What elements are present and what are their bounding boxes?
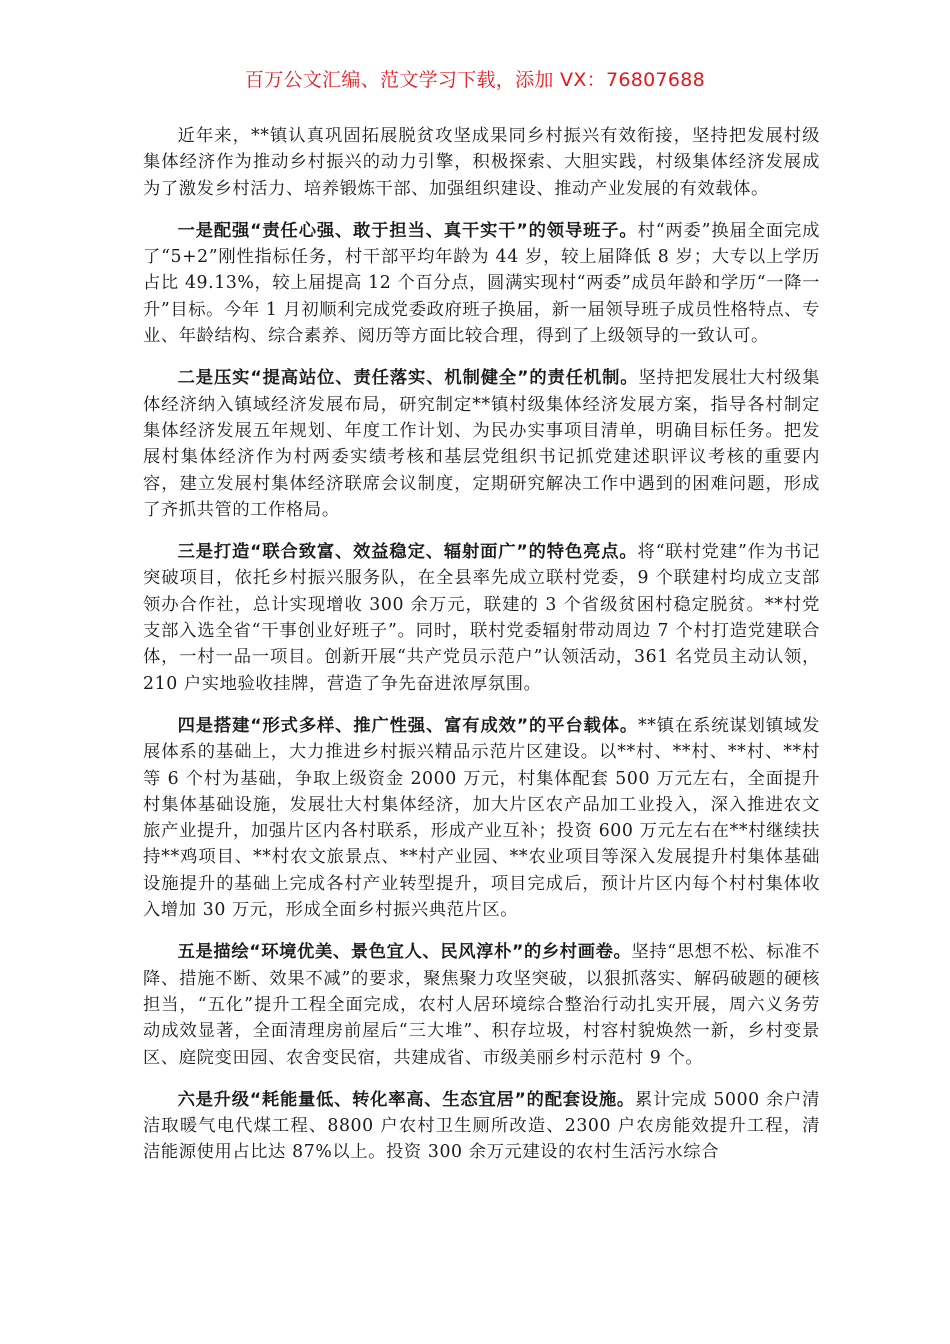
paragraph-text: 近年来，**镇认真巩固拓展脱贫攻坚成果同乡村振兴有效衔接，坚持把发展村级集体经济作为推动乡村振兴的动力引擎，积极探索、大胆实践，村级集体经济发展成为了激发乡村活力、培养锻炼干部、加强组织建设、推动产业发展的有效载体。: [143, 126, 820, 199]
paragraph-lead: 一是配强“责任心强、敢于担当、真干实干”的领导班子。: [177, 220, 638, 241]
paragraph-6: [143, 1087, 820, 1166]
paragraph-lead: 二是压实“提高站位、责任落实、机制健全”的责任机制。: [177, 368, 639, 389]
paragraph-text: 坚持“思想不松、标准不降、措施不断、效果不减”的要求，聚焦聚力攻坚突破，以狠抓落实、解码破题的硬核担当，“五化”提升工程全面完成，农村人居环境综合整治行动扎实开展，周六义务劳动成效显著，全面清理房前屋后“三大堆”、积存垃圾，村容村貌焕然一新，乡村变景区、庭院变田园、农舍变民宿，共建成省、市级美丽乡村示范村 9 个。: [143, 942, 821, 1068]
header-banner: 百万公文汇编、范文学习下载，添加 VX：76807688: [244, 69, 706, 91]
paragraph-lead: 三是打造“联合致富、效益稳定、辐射面广”的特色亮点。: [177, 542, 638, 563]
paragraph-5: [143, 939, 820, 1070]
paragraph-text: **镇在系统谋划镇域发展体系的基础上，大力推进乡村振兴精品示范片区建设。以**村、**村、**村、**村等 6 个村为基础，争取上级资金 2000 万元，村集体配套 500 万元左右，全面提升村集体基础设施，发展壮大村集体经济，加大片区农产品加工业投入，深入推进农文旅产业提升，加强片区内各村联系，形成产业互补；投资 600 万元左右在**村继续扶持**鸡项目、**村农文旅景点、**村产业园、**农业项目等深入发展提升村集体基础设施提升的基础上完成各村产业转型提升，项目完成后，预计片区内每个村村集体收入增加 30 万元，形成全面乡村振兴典范片区。: [143, 715, 820, 921]
paragraph-3: [143, 539, 820, 697]
paragraph-intro: [143, 123, 820, 202]
paragraph-4: [143, 713, 820, 923]
paragraph-lead: 六是升级“耗能量低、转化率高、生态宜居”的配套设施。: [177, 1089, 635, 1110]
paragraph-lead: 四是搭建“形式多样、推广性强、富有成效”的平台载体。: [177, 715, 639, 736]
paragraph-text: 累计完成 5000 余户清洁取暖气电代煤工程、8800 户农村卫生厕所改造、2300 户农房能效提升工程，清洁能源使用占比达 87%以上。投资 300 余万元建设的农村生活污水综合: [143, 1089, 820, 1163]
paragraph-text: 村“两委”换届全面完成了“5+2”刚性指标任务，村干部平均年龄为 44 岁，较上届降低 8 岁；大专以上学历占比 49.13%，较上届提高 12 个百分点，圆满实现村“两委”成员年龄和学历“一降一升”目标。今年 1 月初顺利完成党委政府班子换届，新一届领导班子成员性格特点、专业、年龄结构、综合素养、阅历等方面比较合理，得到了上级领导的一致认可。: [143, 220, 820, 347]
paragraph-1: [143, 218, 820, 349]
paragraph-text: 坚持把发展壮大村级集体经济纳入镇域经济发展布局，研究制定**镇村级集体经济发展方案，指导各村制定集体经济发展五年规划、年度工作计划、为民办实事项目清单，明确目标任务。把发展村集体经济作为村两委实绩考核和基层党组织书记抓党建述职评议考核的重要内容，建立发展村集体经济联席会议制度，定期研究解决工作中遇到的困难问题，形成了齐抓共管的工作格局。: [143, 368, 820, 520]
paragraph-text: 将“联村党建”作为书记突破项目，依托乡村振兴服务队，在全县率先成立联村党委，9 个联建村均成立支部领办合作社，总计实现增收 300 余万元，联建的 3 个省级贫困村稳定脱贫。**村党支部入选全省“干事创业好班子”。同时，联村党委辐射带动周边 7 个村打造党建联合体，一村一品一项目。创新开展“共产党员示范户”认领活动，361 名党员主动认领，210 户实地验收挂牌，营造了争先奋进浓厚氛围。: [143, 542, 820, 694]
paragraph-2: [143, 365, 820, 523]
paragraph-lead: 五是描绘“环境优美、景色宜人、民风淳朴”的乡村画卷。: [177, 942, 632, 963]
document-body: [143, 123, 820, 1182]
